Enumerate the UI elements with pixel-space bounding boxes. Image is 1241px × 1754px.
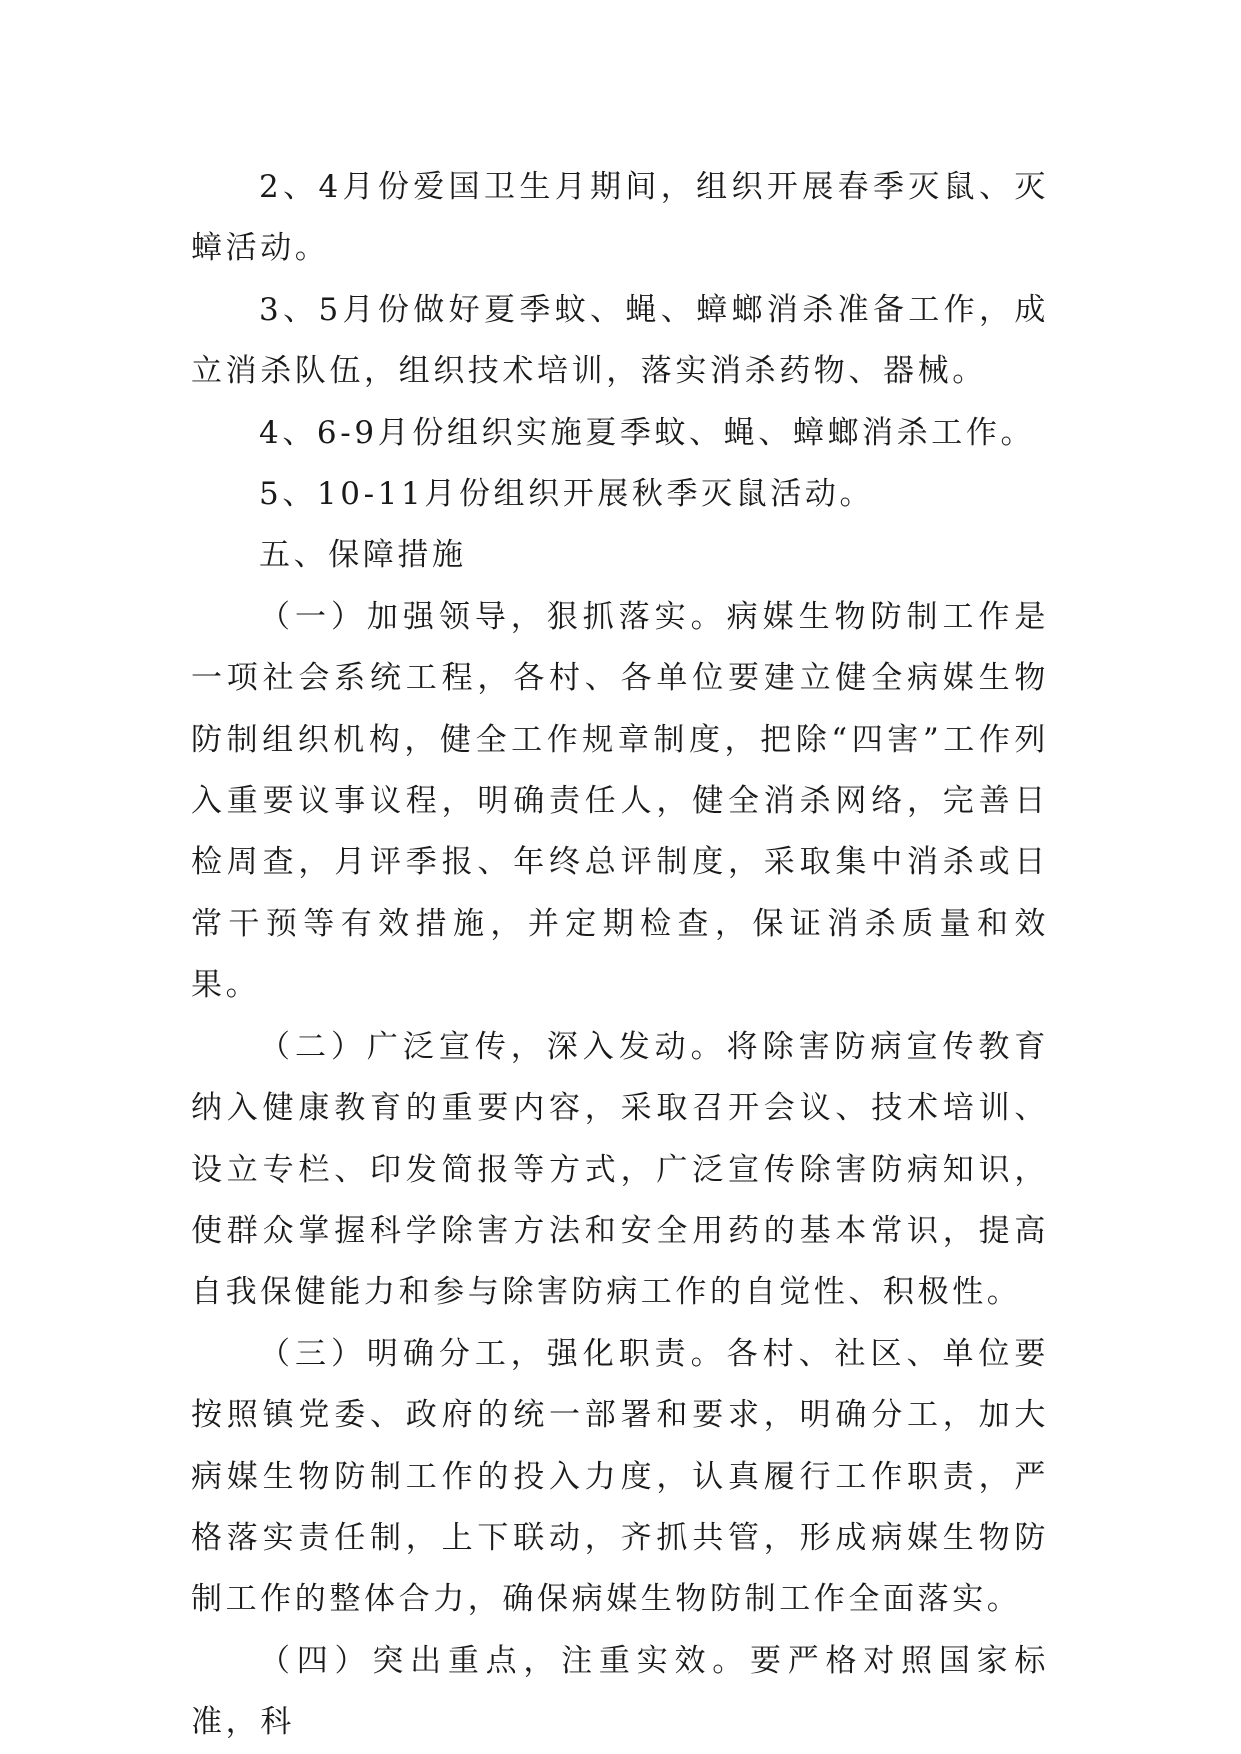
paragraph-key-points: （四）突出重点，注重实效。要严格对照国家标准，科 <box>191 1642 1049 1741</box>
paragraph-responsibilities: （三）明确分工，强化职责。各村、社区、单位要按照镇党委、政府的统一部署和要求，明确分工，加大病媒生物防制工作的投入力度，认真履行工作职责，严格落实责任制，上下联动，齐抓共管，形成病媒生物防制工作的整体合力，确保病媒生物防制工作全面落实。 <box>191 1335 1049 1618</box>
paragraph-publicity: （二）广泛宣传，深入发动。将除害防病宣传教育纳入健康教育的重要内容，采取召开会议、技术培训、设立专栏、印发简报等方式，广泛宣传除害防病知识，使群众掌握科学除害方法和安全用药的基本常识，提高自我保健能力和参与除害防病工作的自觉性、积极性。 <box>191 1028 1049 1311</box>
list-item-april: 2、4月份爱国卫生月期间，组织开展春季灭鼠、灭蟑活动。 <box>191 169 1049 267</box>
list-item-may: 3、5月份做好夏季蚊、蝇、蟑螂消杀准备工作，成立消杀队伍，组织技术培训，落实消杀药物、器械。 <box>191 291 1049 390</box>
list-item-october-november: 5、10-11月份组织开展秋季灭鼠活动。 <box>259 476 875 513</box>
document-body <box>191 157 1049 1754</box>
section-heading-safeguards: 五、保障措施 <box>259 537 467 574</box>
paragraph-leadership: （一）加强领导，狠抓落实。病媒生物防制工作是一项社会系统工程，各村、各单位要建立健全病媒生物防制组织机构，健全工作规章制度，把除“四害”工作列入重要议事议程，明确责任人，健全消杀网络，完善日检周查，月评季报、年终总评制度，采取集中消杀或日常干预等有效措施，并定期检查，保证消杀质量和效果。 <box>191 598 1049 1004</box>
list-item-june-september: 4、6-9月份组织实施夏季蚊、蝇、蟑螂消杀工作。 <box>259 414 1036 451</box>
